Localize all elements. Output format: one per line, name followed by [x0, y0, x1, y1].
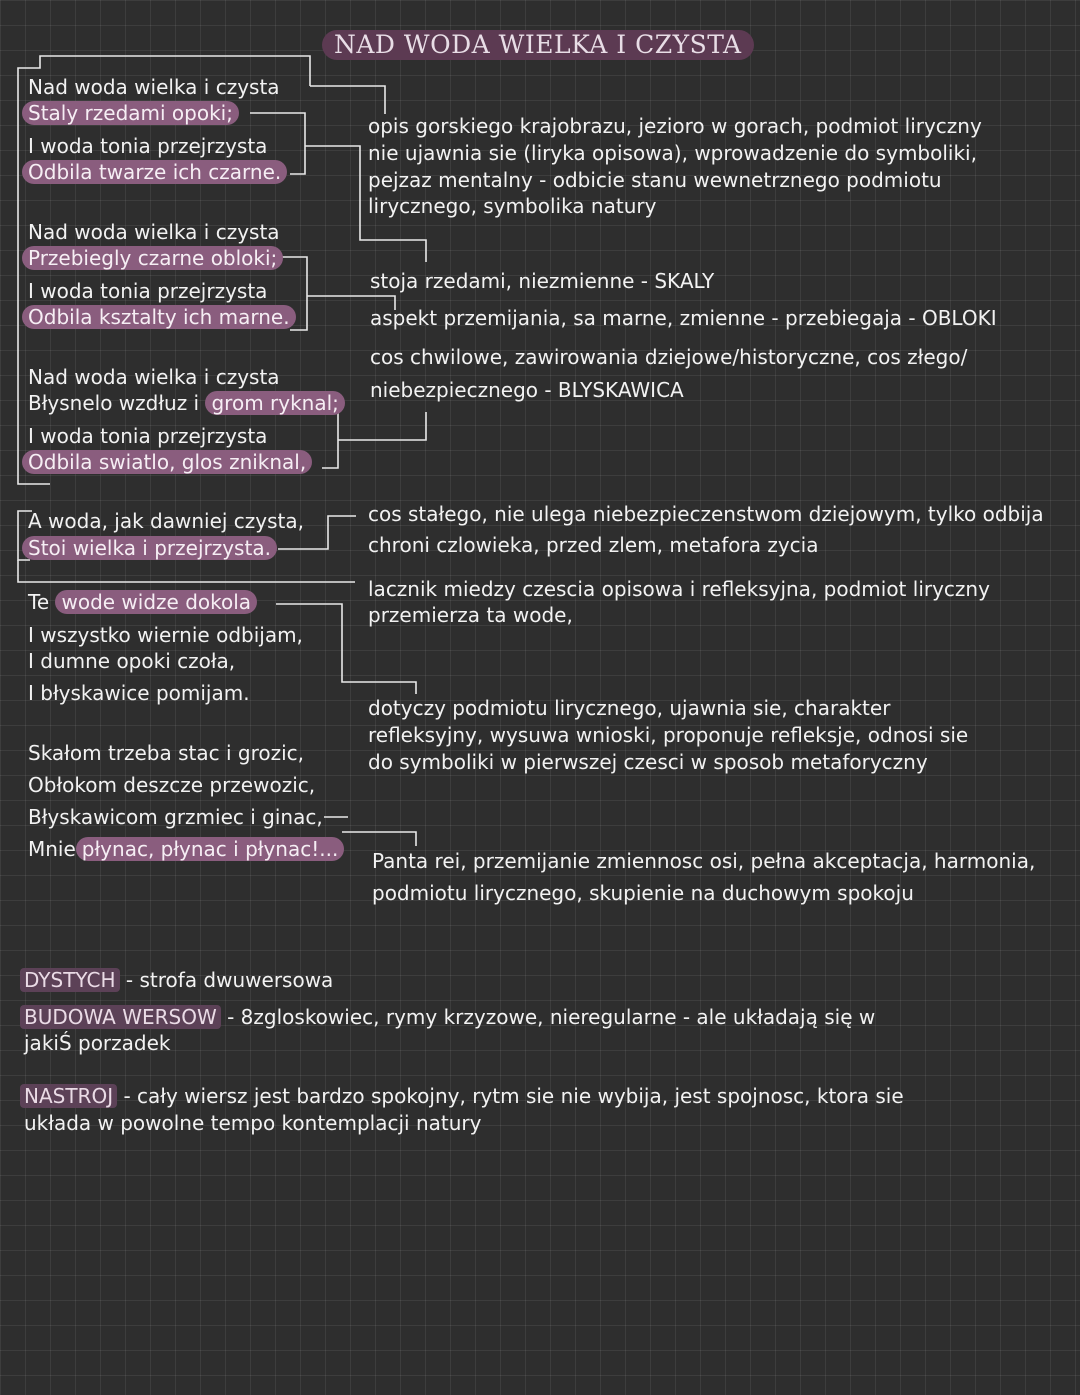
note-lacznik: lacznik miedzy czescia opisowa i refleksyjna, podmiot liryczny: [368, 577, 990, 601]
page-title: NAD WODA WIELKA I CZYSTA: [322, 30, 754, 60]
note-opis: pejzaz mentalny - odbicie stanu wewnetrznego podmiotu: [368, 168, 942, 192]
note-podmiot: do symboliki w pierwszej czesci w sposob metaforyczny: [368, 750, 928, 774]
poem-line-highlight: Odbila ksztalty ich marne.: [22, 305, 296, 329]
term-label-nastroj: NASTROJ: [20, 1084, 117, 1108]
note-podmiot: refleksyjny, wysuwa wnioski, proponuje refleksje, odnosi sie: [368, 723, 969, 747]
term-text: układa w powolne tempo kontemplacji natury: [24, 1111, 482, 1135]
poem-line-highlight: Przebiegly czarne obloki;: [22, 246, 283, 270]
note-opis: nie ujawnia sie (liryka opisowa), wprowadzenie do symboliki,: [368, 141, 977, 165]
poem-line: Nad woda wielka i czysta: [28, 220, 280, 244]
term-label-dystych: DYSTYCH: [20, 968, 120, 992]
poem-line: I woda tonia przejrzysta: [28, 424, 268, 448]
poem-line: I wszystko wiernie odbijam,: [28, 623, 303, 647]
poem-line-highlight: Odbila swiatlo, glos zniknal,: [22, 450, 312, 474]
note-woda: cos stałego, nie ulega niebezpieczenstwom dziejowym, tylko odbija: [368, 502, 1044, 526]
poem-line: Mnie: [28, 837, 76, 861]
s3-connector: [338, 412, 426, 440]
term-text: - strofa dwuwersowa: [125, 968, 334, 992]
note-podmiot: dotyczy podmiotu lirycznego, ujawnia sie, charakter: [368, 696, 891, 720]
poem-line-highlight: grom ryknal;: [205, 391, 344, 415]
poem-line: I woda tonia przejrzysta: [28, 134, 268, 158]
poem-line: I dumne opoki czoła,: [28, 649, 236, 673]
poem-line: I błyskawice pomijam.: [28, 681, 250, 705]
poem-line: I woda tonia przejrzysta: [28, 279, 268, 303]
term-label-budowa: BUDOWA WERSOW: [20, 1005, 221, 1029]
note-opis: lirycznego, symbolika natury: [368, 194, 657, 218]
note-panta-rei: podmiotu lirycznego, skupienie na duchowym spokoju: [372, 881, 914, 905]
s6-connector: [342, 832, 416, 846]
note-panta-rei: Panta rei, przemijanie zmiennosc osi, pełna akceptacja, harmonia,: [372, 849, 1036, 873]
note-obloki: aspekt przemijania, sa marne, zmienne - przebiegaja - OBLOKI: [370, 306, 997, 330]
poem-line: Skałom trzeba stac i grozic,: [28, 741, 305, 765]
lacznik-line: [18, 560, 355, 582]
poem-line-highlight: Odbila twarze ich czarne.: [22, 160, 287, 184]
poem-line: Błyskawicom grzmiec i ginac,: [28, 805, 323, 829]
term-text: - 8zgloskowiec, rymy krzyzowe, nieregularne - ale układają się w: [227, 1005, 876, 1029]
poem-line: A woda, jak dawniej czysta,: [28, 509, 305, 533]
term-text: jakiŚ porzadek: [24, 1031, 171, 1055]
note-opis: opis gorskiego krajobrazu, jezioro w gorach, podmiot liryczny: [368, 114, 982, 138]
poem-line-highlight: Staly rzedami opoki;: [22, 101, 239, 125]
term-text: - cały wiersz jest bardzo spokojny, rytm sie nie wybija, jest spojnosc, ktora sie: [123, 1084, 904, 1108]
bracket-to-opis: [310, 86, 385, 114]
note-lacznik: przemierza ta wode,: [368, 603, 573, 627]
poem-line: Nad woda wielka i czysta: [28, 365, 280, 389]
poem-line-highlight: wode widze dokola: [55, 590, 257, 614]
poem-line-highlight: płynac, płynac i płynac!...: [76, 837, 345, 861]
poem-line: Te: [28, 590, 50, 614]
note-woda: chroni czlowieka, przed zlem, metafora zycia: [368, 533, 819, 557]
poem-line: Błysnelo wzdłuz i: [28, 391, 200, 415]
poem-line: Obłokom deszcze przewozic,: [28, 773, 316, 797]
poem-line-highlight: Stoi wielka i przejrzysta.: [22, 536, 277, 560]
note-skaly: stoja rzedami, niezmienne - SKALY: [370, 269, 715, 293]
poem-line: Nad woda wielka i czysta: [28, 75, 280, 99]
note-blyskawica: niebezpiecznego - BLYSKAWICA: [370, 378, 684, 402]
note-blyskawica: cos chwilowe, zawirowania dziejowe/historyczne, cos złego/: [370, 345, 968, 369]
